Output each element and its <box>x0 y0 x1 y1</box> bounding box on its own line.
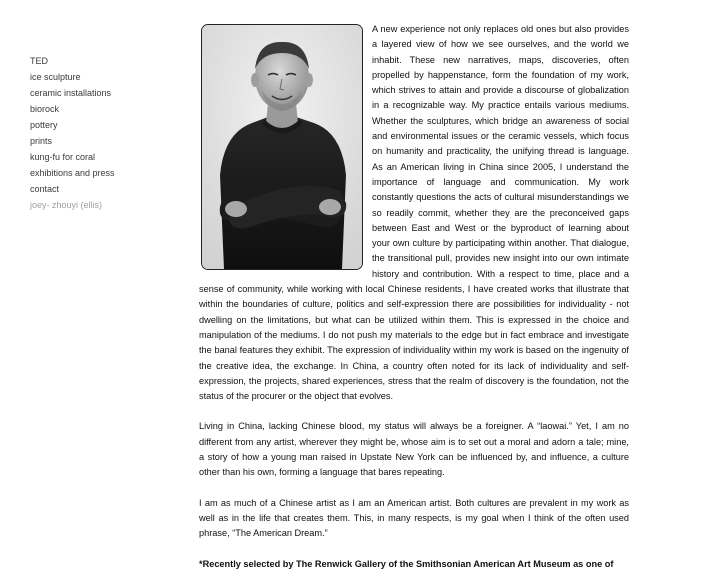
artist-portrait-photo <box>201 24 363 270</box>
sidebar-nav <box>30 53 180 213</box>
main-content <box>199 22 629 587</box>
nav-item-ceramic-installations[interactable]: ceramic installations <box>30 88 112 98</box>
bio-paragraph-3: I am as much of a Chinese artist as I am an American artist. Both cultures are prevalent in my work as well as in the life that creates them. This, in many respects, is my goal when I think of the often used phrase, “The American Dream.” <box>199 497 629 539</box>
nav-item-ice-sculpture[interactable]: ice sculpture <box>30 72 81 82</box>
nav-item-kung-fu-for-coral[interactable]: kung-fu for coral <box>30 152 96 162</box>
nav-item-joey-zhouyi[interactable]: joey- zhouyi (ellis) <box>30 200 103 210</box>
nav-item-exhibitions-and-press[interactable]: exhibitions and press <box>30 168 115 178</box>
bio-paragraph-4-highlight: *Recently selected by The Renwick Gallery of the Smithsonian American Art Museum as one of <box>199 558 614 569</box>
nav-item-prints[interactable]: prints <box>30 136 53 146</box>
bio-paragraph-2: Living in China, lacking Chinese blood, my status will always be a foreigner. A “laowai.” Yet, I am no different from any artist, wherever they might be, whose aim is to set out a moral and adorn a tale; mine, a story of how a young man raised in Upstate New York can be influenced by, and influence, a culture other than his own, forming a language that bares repeating. <box>199 421 629 478</box>
nav-item-pottery[interactable]: pottery <box>30 120 58 130</box>
nav-item-contact[interactable]: contact <box>30 184 60 194</box>
nav-item-biorock[interactable]: biorock <box>30 104 60 114</box>
artist-portrait-illustration <box>202 25 362 269</box>
bio-paragraph-1: A new experience not only replaces old ones but also provides a layered view of how we see ourselves, and the world we inhabit. These new narratives, maps, discoveries, often propelled by happenstance, form the foundation of my work, which strives to attain and provide a discourse of globalization in a recognizable way. My practice entails various mediums. Whether the sculptures, which bridge an awareness of social and environmental issues or the ceramic vessels, which focus on humanity and practicality, the unifying thread is language. As an American living in China since 2005, I understand the importance of language and communication. My work constantly questions the acts of cultural misunderstandings we so readily commit, whether they are the preconceived gaps between East and West or the byproduct of learning about your own culture by participating within another. That dialogue, the transitional pull, provides new insight into our own intimate history and contribution. With a respect to time, place and a sense of community, while working with local Chinese residents, I have created works that illustrate that within the boundaries of culture, politics and self-expression there are possibilities for individuality - not dwelling on the limitations, but what can be utilized within them. This is expressed in the choice and manipulation of the mediums. I do not push my materials to the edge but in fact embrace and investigate the banal features they exhibit. The expression of individuality within my work is based on the ingenuity of the creative idea, the exchange. In China, a country often noted for its lack of individuality and self-expression, the projects, shared experiences, stress that the realm of discovery is the foundation, not the status of the procurer or the object that evolves. <box>199 24 629 402</box>
nav-item-ted[interactable]: TED <box>30 56 48 66</box>
